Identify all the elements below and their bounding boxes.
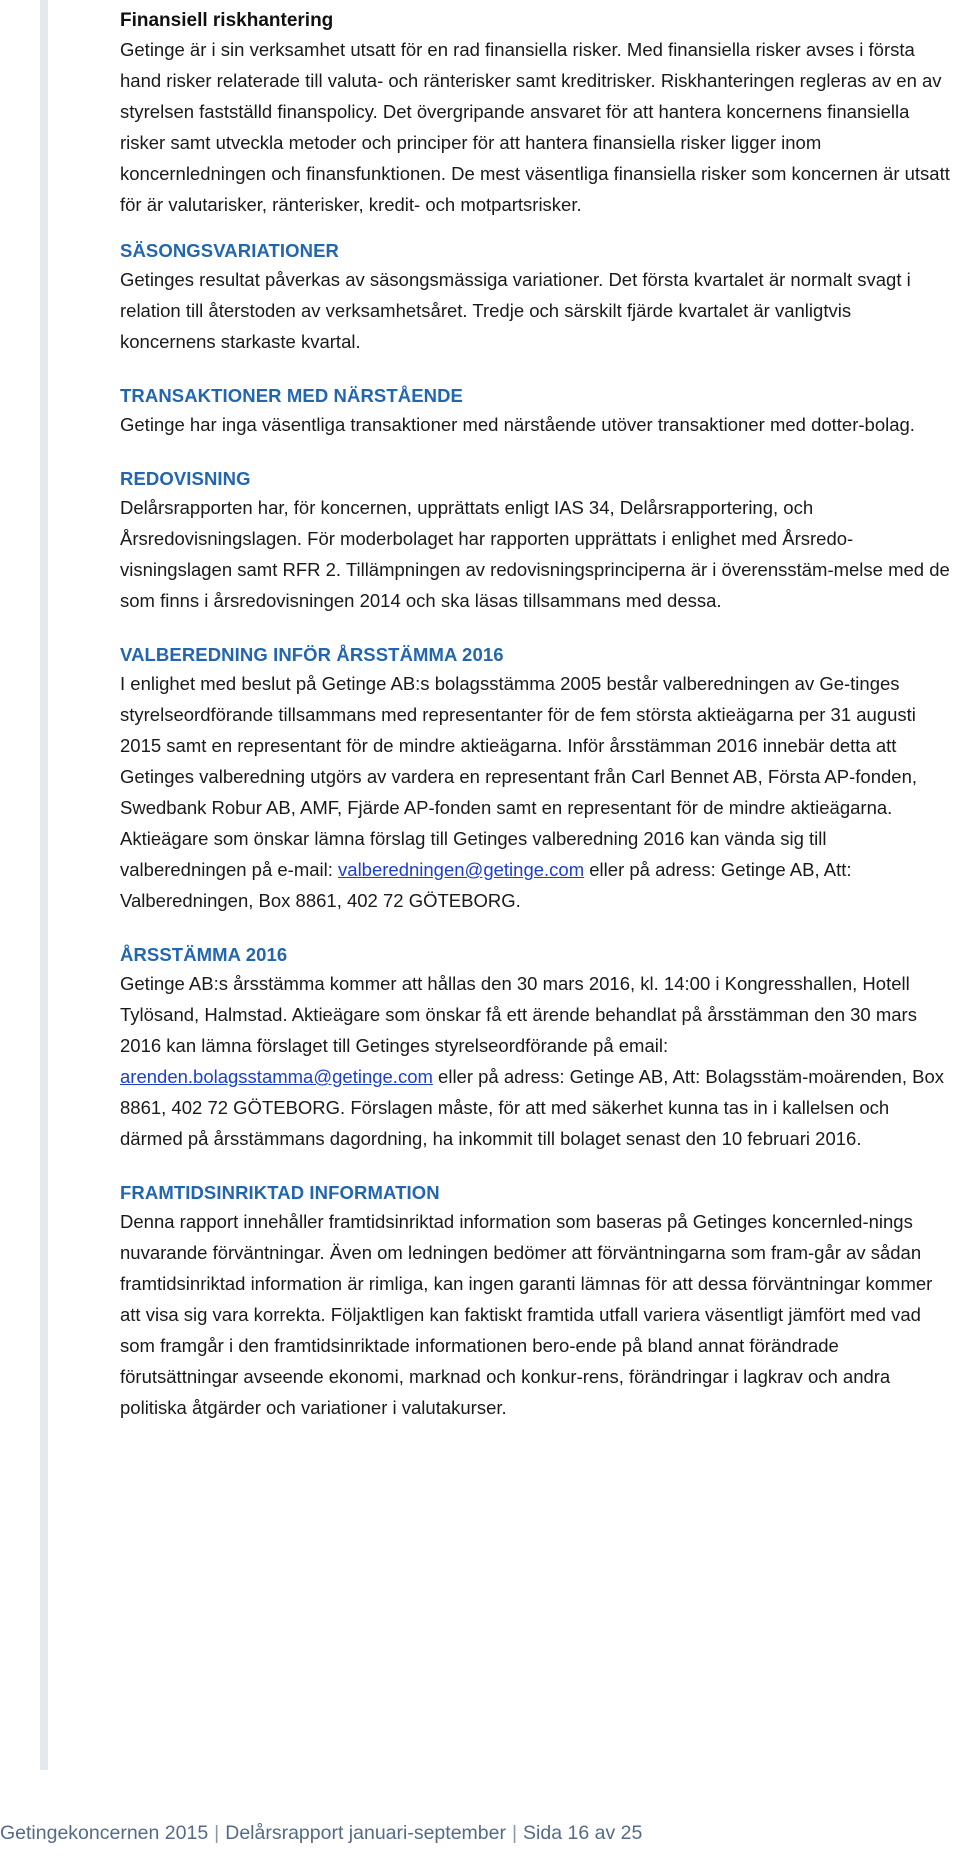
paragraph-forward-looking: Denna rapport innehåller framtidsinriktad information som baseras på Getinges koncernled-nings nuvarande förväntningar. Även om ledningen bedömer att förväntningarna som fram-går av sådan framtidsinriktad information är rimliga, kan ingen garanti lämnas för att dessa förväntningar kommer att visa sig vara korrekta. Följaktligen kan faktiskt framtida utfall variera väsentligt jämfört med vad som framgår i den framtidsinriktade informationen bero-ende på bland annat förändrade förutsättningar avseende ekonomi, marknad och konkur-rens, förändringar i lagkrav och andra politiska åtgärder och variationer i valutakurser. bbox=[120, 1211, 933, 1418]
section-nomination bbox=[120, 642, 950, 916]
heading-related-parties: TRANSAKTIONER MED NÄRSTÅENDE bbox=[120, 385, 463, 406]
heading-forward-looking: FRAMTIDSINRIKTAD INFORMATION bbox=[120, 1182, 440, 1203]
agm-text-post: eller på adress: Getinge AB, Att: Bolagsstäm-moärenden, Box 8861, 402 72 GÖTEBORG. Förslagen måste, för att med säkerhet kunna tas in i kallelsen och därmed på årsstämmans dagordning, ha inkommit till bolaget senast den 10 februari 2016. bbox=[120, 1066, 944, 1149]
paragraph-accounting: Delårsrapporten har, för koncernen, upprättats enligt IAS 34, Delårsrapportering, och Årsredovisningslagen. För moderbolaget har rapporten upprättats i enlighet med Årsredo-visningslagen samt RFR 2. Tillämpningen av redovisningsprinciperna är i överensstäm-melse med de som finns i årsredovisningen 2014 och ska läsas tillsammans med dessa. bbox=[120, 497, 950, 611]
footer-separator: | bbox=[511, 1822, 518, 1844]
paragraph-agm bbox=[120, 968, 950, 1154]
nomination-text-post: eller på adress: Getinge AB, Att: Valberedningen, Box 8861, 402 72 GÖTEBORG. bbox=[120, 859, 852, 911]
section-forward-looking bbox=[120, 1180, 950, 1423]
heading-financial-risk: Finansiell riskhantering bbox=[120, 10, 334, 31]
section-related-parties bbox=[120, 383, 950, 440]
heading-seasonal: SÄSONGSVARIATIONER bbox=[120, 240, 340, 261]
section-agm bbox=[120, 942, 950, 1154]
heading-agm: ÅRSSTÄMMA 2016 bbox=[120, 944, 288, 965]
footer-report: Delårsrapport januari-september bbox=[225, 1822, 506, 1844]
footer-company: Getingekoncernen 2015 bbox=[0, 1822, 209, 1844]
heading-nomination: VALBEREDNING INFÖR ÅRSSTÄMMA 2016 bbox=[120, 644, 504, 665]
section-accounting bbox=[120, 466, 950, 616]
paragraph-financial-risk: Getinge är i sin verksamhet utsatt för en rad finansiella risker. Med finansiella risker avses i första hand risker relaterade till valuta- och ränterisker samt kreditrisker. Riskhanteringen regleras av en av styrelsen fastställd finanspolicy. Det övergripande ansvaret för att hantera koncernens finansiella risker samt utveckla metoder och principer för att hantera finansiella risker ligger inom koncernledningen och finansfunktionen. De mest väsentliga finansiella risker som koncernen är utsatt för är valutarisker, ränterisker, kredit- och motpartsrisker. bbox=[120, 39, 950, 215]
paragraph-nomination-2 bbox=[120, 823, 950, 916]
paragraph-seasonal: Getinges resultat påverkas av säsongsmässiga variationer. Det första kvartalet är normalt svagt i relation till återstoden av verksamhetsåret. Tredje och särskilt fjärde kvartalet är vanligtvis koncernens starkaste kvartal. bbox=[120, 269, 911, 352]
paragraph-nomination-1: I enlighet med beslut på Getinge AB:s bolagsstämma 2005 består valberedningen av Ge-tinges styrelseordförande tillsammans med representanter för de fem största aktieägarna per 31 augusti 2015 samt en representant för de mindre aktieägarna. Inför årsstämman 2016 innebär detta att Getinges valberedning utgörs av vardera en representant från Carl Bennet AB, Första AP-fonden, Swedbank Robur AB, AMF, Fjärde AP-fonden samt en representant för de mindre aktieägarna. bbox=[120, 673, 917, 818]
paragraph-related-parties: Getinge har inga väsentliga transaktioner med närstående utöver transaktioner med dotter-bolag. bbox=[120, 414, 915, 435]
agm-text-pre: Getinge AB:s årsstämma kommer att hållas den 30 mars 2016, kl. 14:00 i Kongresshallen, Hotell Tylösand, Halmstad. Aktieägare som önskar få ett ärende behandlat på årsstämman den 30 mars 2016 kan lämna förslaget till Getinges styrelseordförande på email: bbox=[120, 973, 917, 1056]
footer-separator: | bbox=[214, 1822, 220, 1844]
agm-email-link[interactable]: arenden.bolagsstamma@getinge.com bbox=[120, 1066, 433, 1087]
section-seasonal bbox=[120, 238, 950, 357]
page-footer bbox=[0, 1822, 960, 1845]
nomination-text-pre: Aktieägare som önskar lämna förslag till Getinges valberedning 2016 kan vända sig till valberedningen på e-mail: bbox=[120, 828, 827, 880]
footer-page-number: Sida 16 av 25 bbox=[523, 1822, 643, 1844]
section-financial-risk bbox=[120, 8, 950, 220]
nomination-email-link[interactable]: valberedningen@getinge.com bbox=[338, 859, 585, 880]
document-body bbox=[120, 8, 950, 1423]
side-rule bbox=[40, 0, 48, 1770]
heading-accounting: REDOVISNING bbox=[120, 468, 251, 489]
